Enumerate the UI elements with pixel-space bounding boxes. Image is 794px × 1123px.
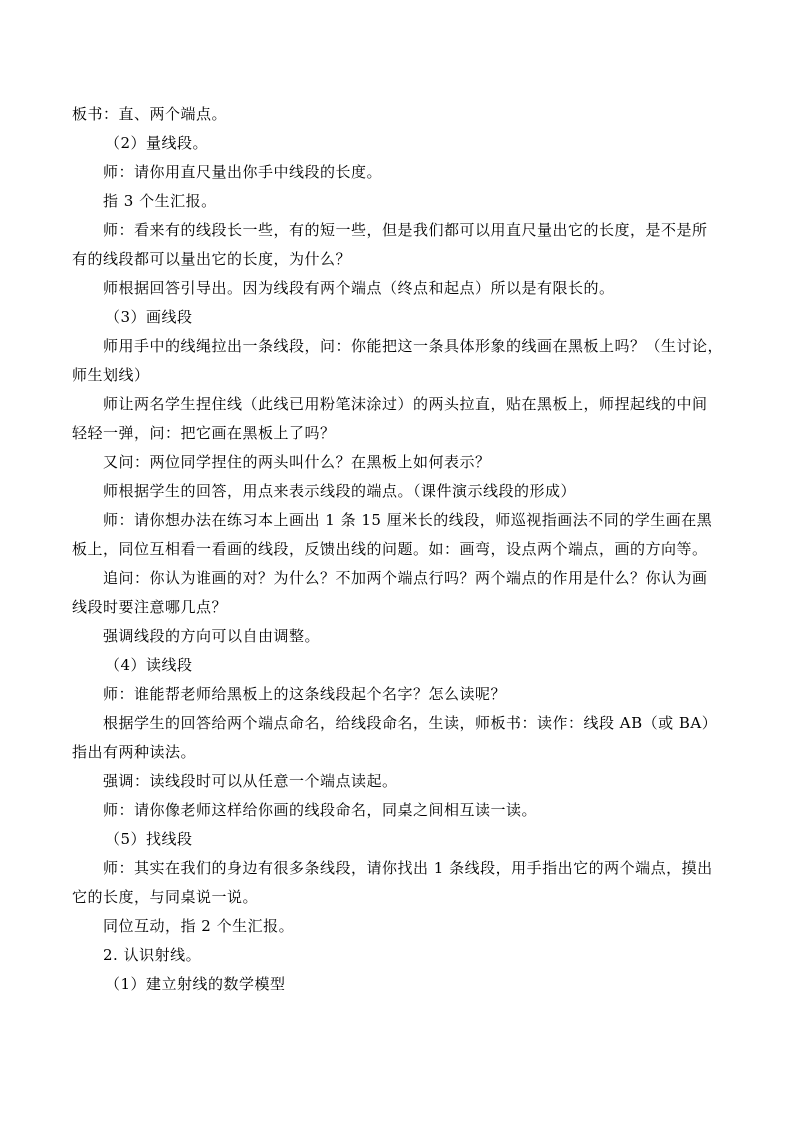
text-line: 师根据学生的回答，用点来表示线段的端点。（课件演示线段的形成） [103, 482, 577, 500]
text-line: （3）画线段 [105, 308, 193, 326]
text-line: 轻轻一弹，问：把它画在黑板上了吗？ [72, 424, 336, 442]
text-line: 师：请你像老师这样给你画的线段命名，同桌之间相互读一读。 [103, 801, 538, 819]
document-body [72, 100, 724, 999]
text-line: 师：其实在我们的身边有很多条线段，请你找出 1 条线段，用手指出它的两个端点，摸出 [103, 859, 713, 877]
text-line: 同位互动，指 2 个生汇报。 [103, 917, 295, 935]
text-line: 师：请你想办法在练习本上画出 1 条 15 厘米长的线段，师巡视指画法不同的学生画在黑 [103, 511, 713, 529]
text-line: 师让两名学生捏住线（此线已用粉笔沫涂过）的两头拉直，贴在黑板上，师捏起线的中间 [103, 395, 708, 413]
text-line: 它的长度，与同桌说一说。 [72, 888, 259, 906]
text-line: （2）量线段。 [105, 134, 209, 152]
text-line: 板上，同位互相看一看画的线段，反馈出线的问题。如：画弯，设点两个端点，画的方向等。 [72, 540, 708, 558]
text-line: 师生划线） [72, 366, 150, 384]
text-line: 强调线段的方向可以自由调整。 [103, 627, 321, 645]
text-line: 2. 认识射线。 [103, 946, 202, 964]
text-line: 指 3 个生汇报。 [103, 192, 217, 210]
text-line: 师根据回答引导出。因为线段有两个端点（终点和起点）所以是有限长的。 [103, 279, 615, 297]
text-line: 板书：直、两个端点。 [72, 105, 228, 123]
text-line: （5）找线段 [105, 830, 193, 848]
text-line: 线段时要注意哪几点？ [72, 598, 228, 616]
text-line: 追问：你认为谁画的对？为什么？不加两个端点行吗？两个端点的作用是什么？你认为画 [103, 569, 708, 587]
text-line: （4）读线段 [105, 656, 193, 674]
text-line: 师用手中的线绳拉出一条线段，问：你能把这一条具体形象的线画在黑板上吗？（生讨论， [103, 337, 724, 355]
text-line: 又问：两位同学捏住的两头叫什么？在黑板上如何表示？ [103, 453, 491, 471]
text-line: 有的线段都可以量出它的长度，为什么？ [72, 250, 352, 268]
text-line: 强调：读线段时可以从任意一个端点读起。 [103, 772, 398, 790]
text-line: 师：谁能帮老师给黑板上的这条线段起个名字？怎么读呢？ [103, 685, 507, 703]
text-line: 指出有两种读法。 [72, 743, 197, 761]
text-line: 根据学生的回答给两个端点命名，给线段命名，生读，师板书：读作：线段 AB（或 BA） [103, 714, 718, 732]
text-line: 师：请你用直尺量出你手中线段的长度。 [103, 163, 383, 181]
text-line: 师：看来有的线段长一些，有的短一些，但是我们都可以用直尺量出它的长度，是不是所 [103, 221, 708, 239]
text-line: （1）建立射线的数学模型 [105, 975, 286, 993]
